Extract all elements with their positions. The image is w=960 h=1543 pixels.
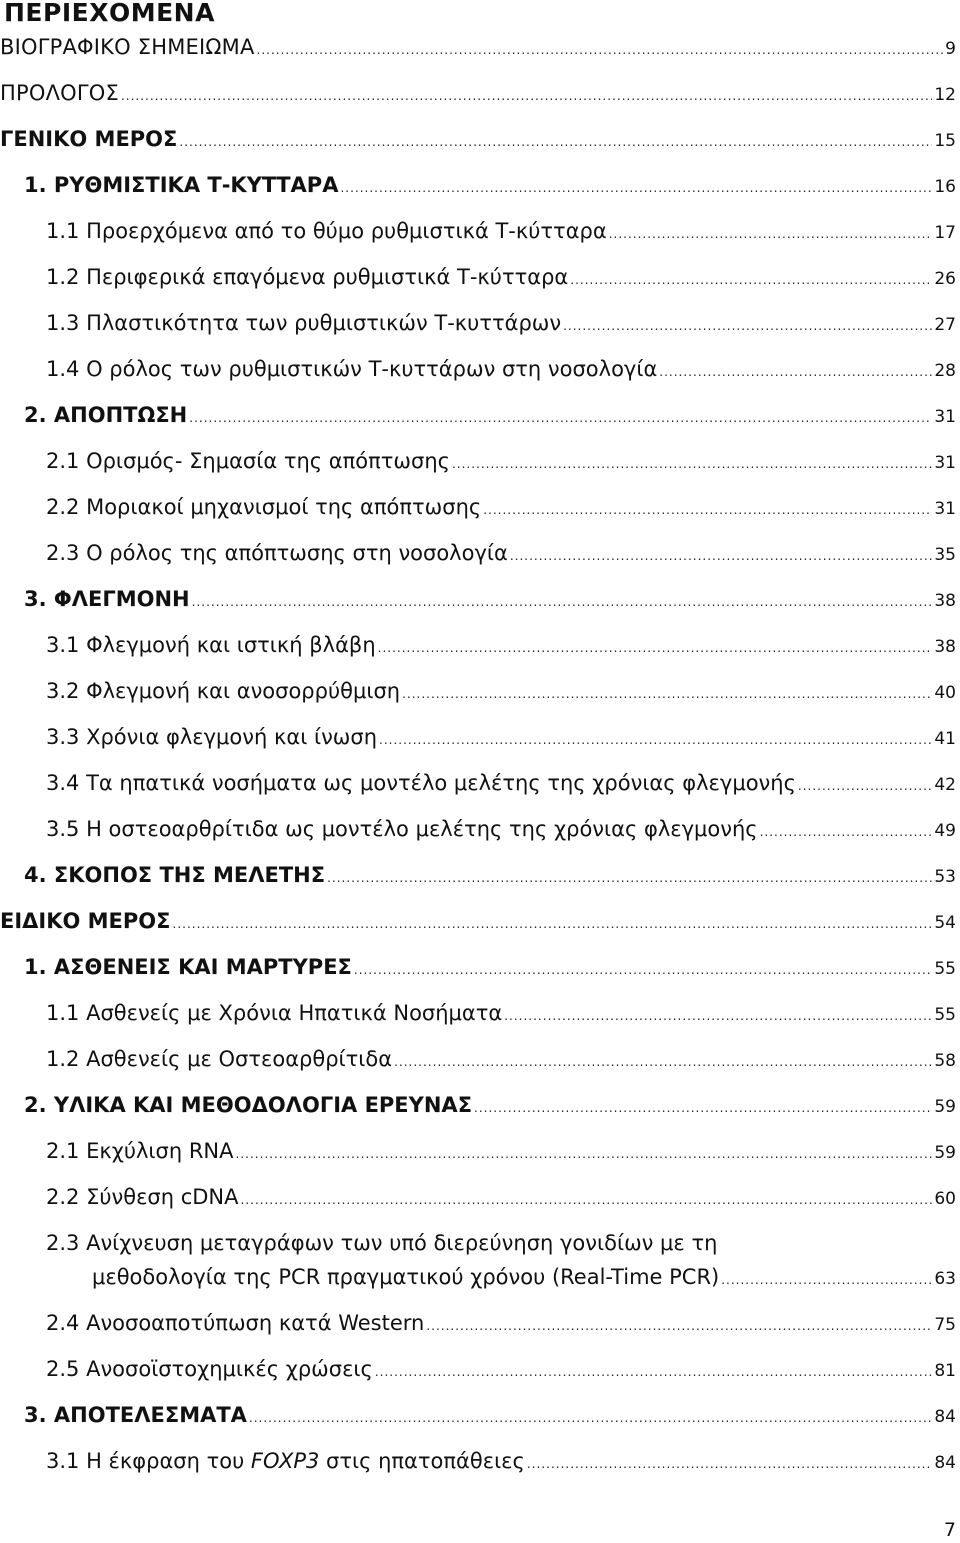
page-title: ΠΕΡΙΕΧΟΜΕΝΑ [4, 0, 215, 27]
toc-entry[interactable] [24, 1092, 956, 1121]
toc-entry-label: 3.3 Χρόνια φλεγμονή και ίνωση [46, 725, 378, 749]
dot-leader [426, 1313, 932, 1339]
toc-entry-page: 38 [934, 591, 956, 611]
toc-entry-label: 1.3 Πλαστικότητα των ρυθμιστικών Τ-κυττάρων [46, 311, 562, 335]
dot-leader [375, 1359, 933, 1385]
toc-entry-page: 84 [934, 1407, 956, 1427]
toc-entry-page: 15 [934, 131, 956, 151]
toc-entry-label: 2.3 Ο ρόλος της απόπτωσης στη νοσολογία [46, 541, 508, 565]
toc-entry[interactable] [46, 310, 956, 339]
dot-leader [249, 1405, 932, 1431]
toc-entry[interactable] [46, 1000, 956, 1029]
toc-entry[interactable] [46, 724, 956, 753]
toc-entry-label: 3.5 Η οστεοαρθρίτιδα ως μοντέλο μελέτης της χρόνιας φλεγμονής [46, 817, 758, 841]
toc-entry[interactable] [46, 494, 956, 523]
toc-entry-label: ΓΕΝΙΚΟ ΜΕΡΟΣ [0, 127, 178, 151]
toc-entry-label: 2.4 Ανοσοαποτύπωση κατά Western [46, 1311, 425, 1335]
dot-leader [563, 313, 932, 339]
dot-leader [192, 589, 933, 615]
toc-entry-label: 3. ΦΛΕΓΜΟΝΗ [24, 587, 190, 611]
toc-entry-page: 31 [934, 407, 956, 427]
toc-entry-page: 81 [934, 1361, 956, 1381]
dot-leader [179, 129, 932, 155]
toc-entry-label: 2.1 Εκχύλιση RNA [46, 1139, 234, 1163]
toc-entry-page: 16 [934, 177, 956, 197]
toc-entry[interactable] [92, 1264, 956, 1293]
toc-entry-label: 1.2 Ασθενείς με Οστεοαρθρίτιδα [46, 1047, 393, 1071]
toc-entry-page: 55 [934, 959, 956, 979]
toc-entry[interactable] [46, 678, 956, 707]
dot-leader [379, 727, 932, 753]
toc-entry[interactable] [46, 632, 956, 661]
dot-leader [378, 635, 933, 661]
dot-leader [257, 37, 944, 63]
toc-entry[interactable] [0, 80, 956, 109]
toc-entry-label-suffix: στις ηπατοπάθειες [319, 1449, 525, 1473]
page-number: 7 [943, 1519, 956, 1541]
toc-entry-page: 54 [934, 913, 956, 933]
toc-entry-label: 1. ΡΥΘΜΙΣΤΙΚΑ Τ-ΚΥΤΤΑΡΑ [24, 173, 339, 197]
toc-entry-label: 4. ΣΚΟΠΟΣ ΤΗΣ ΜΕΛΕΤΗΣ [24, 863, 326, 887]
toc-entry-label: ΠΡΟΛΟΓΟΣ [0, 81, 119, 105]
toc-entry-label: 2.2 Μοριακοί μηχανισμοί της απόπτωσης [46, 495, 482, 519]
dot-leader [570, 267, 932, 293]
toc-entry[interactable] [24, 1402, 956, 1431]
toc-entry-label: 3. ΑΠΟΤΕΛΕΣΜΑΤΑ [24, 1403, 247, 1427]
toc-entry-page: 28 [934, 361, 956, 381]
dot-leader [394, 1049, 932, 1075]
toc-entry-page: 27 [934, 315, 956, 335]
toc-entry-page: 59 [934, 1143, 956, 1163]
toc-entry[interactable] [24, 402, 956, 431]
toc-entry-page: 38 [934, 637, 956, 657]
dot-leader [452, 451, 932, 477]
toc-entry[interactable] [46, 1046, 956, 1075]
toc-entry-page: 63 [934, 1269, 956, 1289]
toc-entry[interactable] [24, 954, 956, 983]
toc-entry[interactable] [46, 540, 956, 569]
toc-entry-label: 1.4 Ο ρόλος των ρυθμιστικών Τ-κυττάρων στη νοσολογία [46, 357, 658, 381]
toc-entry-page: 60 [934, 1189, 956, 1209]
dot-leader [609, 221, 933, 247]
toc-entry-label: 1.1 Προερχόμενα από το θύμο ρυθμιστικά Τ-κύτταρα [46, 219, 607, 243]
toc-entry-page: 40 [934, 683, 956, 703]
dot-leader [474, 1095, 932, 1121]
toc-entry-label: 2.1 Ορισμός- Σημασία της απόπτωσης [46, 449, 450, 473]
toc-entry-page: 31 [934, 499, 956, 519]
toc-entry[interactable] [46, 218, 956, 247]
toc-entry-label: 2.5 Ανοσοϊστοχημικές χρώσεις [46, 1357, 373, 1381]
toc-entry[interactable] [24, 586, 956, 615]
dot-leader [721, 1267, 932, 1293]
toc-entry[interactable] [46, 816, 956, 845]
toc-entry[interactable] [46, 1138, 956, 1167]
toc-entry-page: 55 [934, 1005, 956, 1025]
toc-entry-label: ΕΙΔΙΚΟ ΜΕΡΟΣ [0, 909, 171, 933]
toc-entry[interactable] [0, 34, 956, 63]
toc-entry[interactable] [46, 264, 956, 293]
toc-entry-page: 41 [934, 729, 956, 749]
toc-entry-page: 9 [945, 39, 956, 59]
toc-entry[interactable] [46, 1310, 956, 1339]
dot-leader [483, 497, 932, 523]
toc-entry[interactable] [0, 908, 956, 937]
toc-entry-label: 3.1 Φλεγμονή και ιστική βλάβη [46, 633, 376, 657]
toc-entry-page: 31 [934, 453, 956, 473]
toc-entry[interactable] [24, 862, 956, 891]
toc-entry-label: 3.2 Φλεγμονή και ανοσορρύθμιση [46, 679, 401, 703]
toc-entry[interactable] [46, 1448, 956, 1477]
toc-entry-page: 84 [934, 1453, 956, 1473]
toc-entry[interactable] [46, 770, 956, 799]
dot-leader [327, 865, 932, 891]
toc-entry-label: 2.2 Σύνθεση cDNA [46, 1185, 239, 1209]
toc-entry-page: 17 [934, 223, 956, 243]
dot-leader [340, 175, 932, 201]
dot-leader [659, 359, 932, 385]
toc-entry-page: 26 [934, 269, 956, 289]
toc-entry-label: 2. ΥΛΙΚΑ ΚΑΙ ΜΕΘΟΔΟΛΟΓΙΑ ΕΡΕΥΝΑΣ [24, 1093, 473, 1117]
dot-leader [504, 1003, 932, 1029]
dot-leader [189, 405, 932, 431]
dot-leader [510, 543, 933, 569]
toc-entry-page: 75 [934, 1315, 956, 1335]
toc-entry-label: 3.4 Τα ηπατικά νοσήματα ως μοντέλο μελέτης της χρόνιας φλεγμονής [46, 771, 796, 795]
toc-entry-label: ΒΙΟΓΡΑΦΙΚΟ ΣΗΜΕΙΩΜΑ [0, 35, 255, 59]
toc-entry-label: 1. ΑΣΘΕΝΕΙΣ ΚΑΙ ΜΑΡΤΥΡΕΣ [24, 955, 352, 979]
dot-leader [760, 819, 933, 845]
toc-entry-label: 1.2 Περιφερικά επαγόμενα ρυθμιστικά Τ-κύτταρα [46, 265, 569, 289]
dot-leader [798, 773, 932, 799]
toc-entry[interactable] [46, 356, 956, 385]
dot-leader [354, 957, 932, 983]
toc-entry-page: 59 [934, 1097, 956, 1117]
gene-name-italic: FOXP3 [250, 1449, 320, 1473]
toc-entry[interactable] [46, 1184, 956, 1213]
toc-entry-label [46, 1448, 525, 1474]
toc-entry-page: 12 [934, 85, 956, 105]
dot-leader [402, 681, 932, 707]
toc-entry-page: 53 [934, 867, 956, 887]
toc-entry-page: 58 [934, 1051, 956, 1071]
dot-leader [121, 83, 932, 109]
toc-entry-label: 2. ΑΠΟΠΤΩΣΗ [24, 403, 188, 427]
dot-leader [236, 1141, 933, 1167]
toc-entry-page: 42 [934, 775, 956, 795]
toc-entry[interactable] [24, 172, 956, 201]
toc-entry-label: 1.1 Ασθενείς με Χρόνια Ηπατικά Νοσήματα [46, 1001, 503, 1025]
toc-entry-label-continuation: μεθοδολογία της PCR πραγματικού χρόνου (Real-Time PCR) [92, 1265, 720, 1289]
dot-leader [173, 911, 933, 937]
toc-entry[interactable] [46, 1356, 956, 1385]
dot-leader [527, 1451, 932, 1477]
toc-entry-label-first-line[interactable]: 2.3 Ανίχνευση μεταγράφων των υπό διερεύνηση γονιδίων με τη [46, 1231, 718, 1255]
toc-entry[interactable] [0, 126, 956, 155]
toc-entry-page: 35 [934, 545, 956, 565]
dot-leader [241, 1187, 933, 1213]
toc-entry-page: 49 [934, 821, 956, 841]
toc-entry[interactable] [46, 448, 956, 477]
toc-entry-label-prefix: 3.1 Η έκφραση του [46, 1449, 251, 1473]
